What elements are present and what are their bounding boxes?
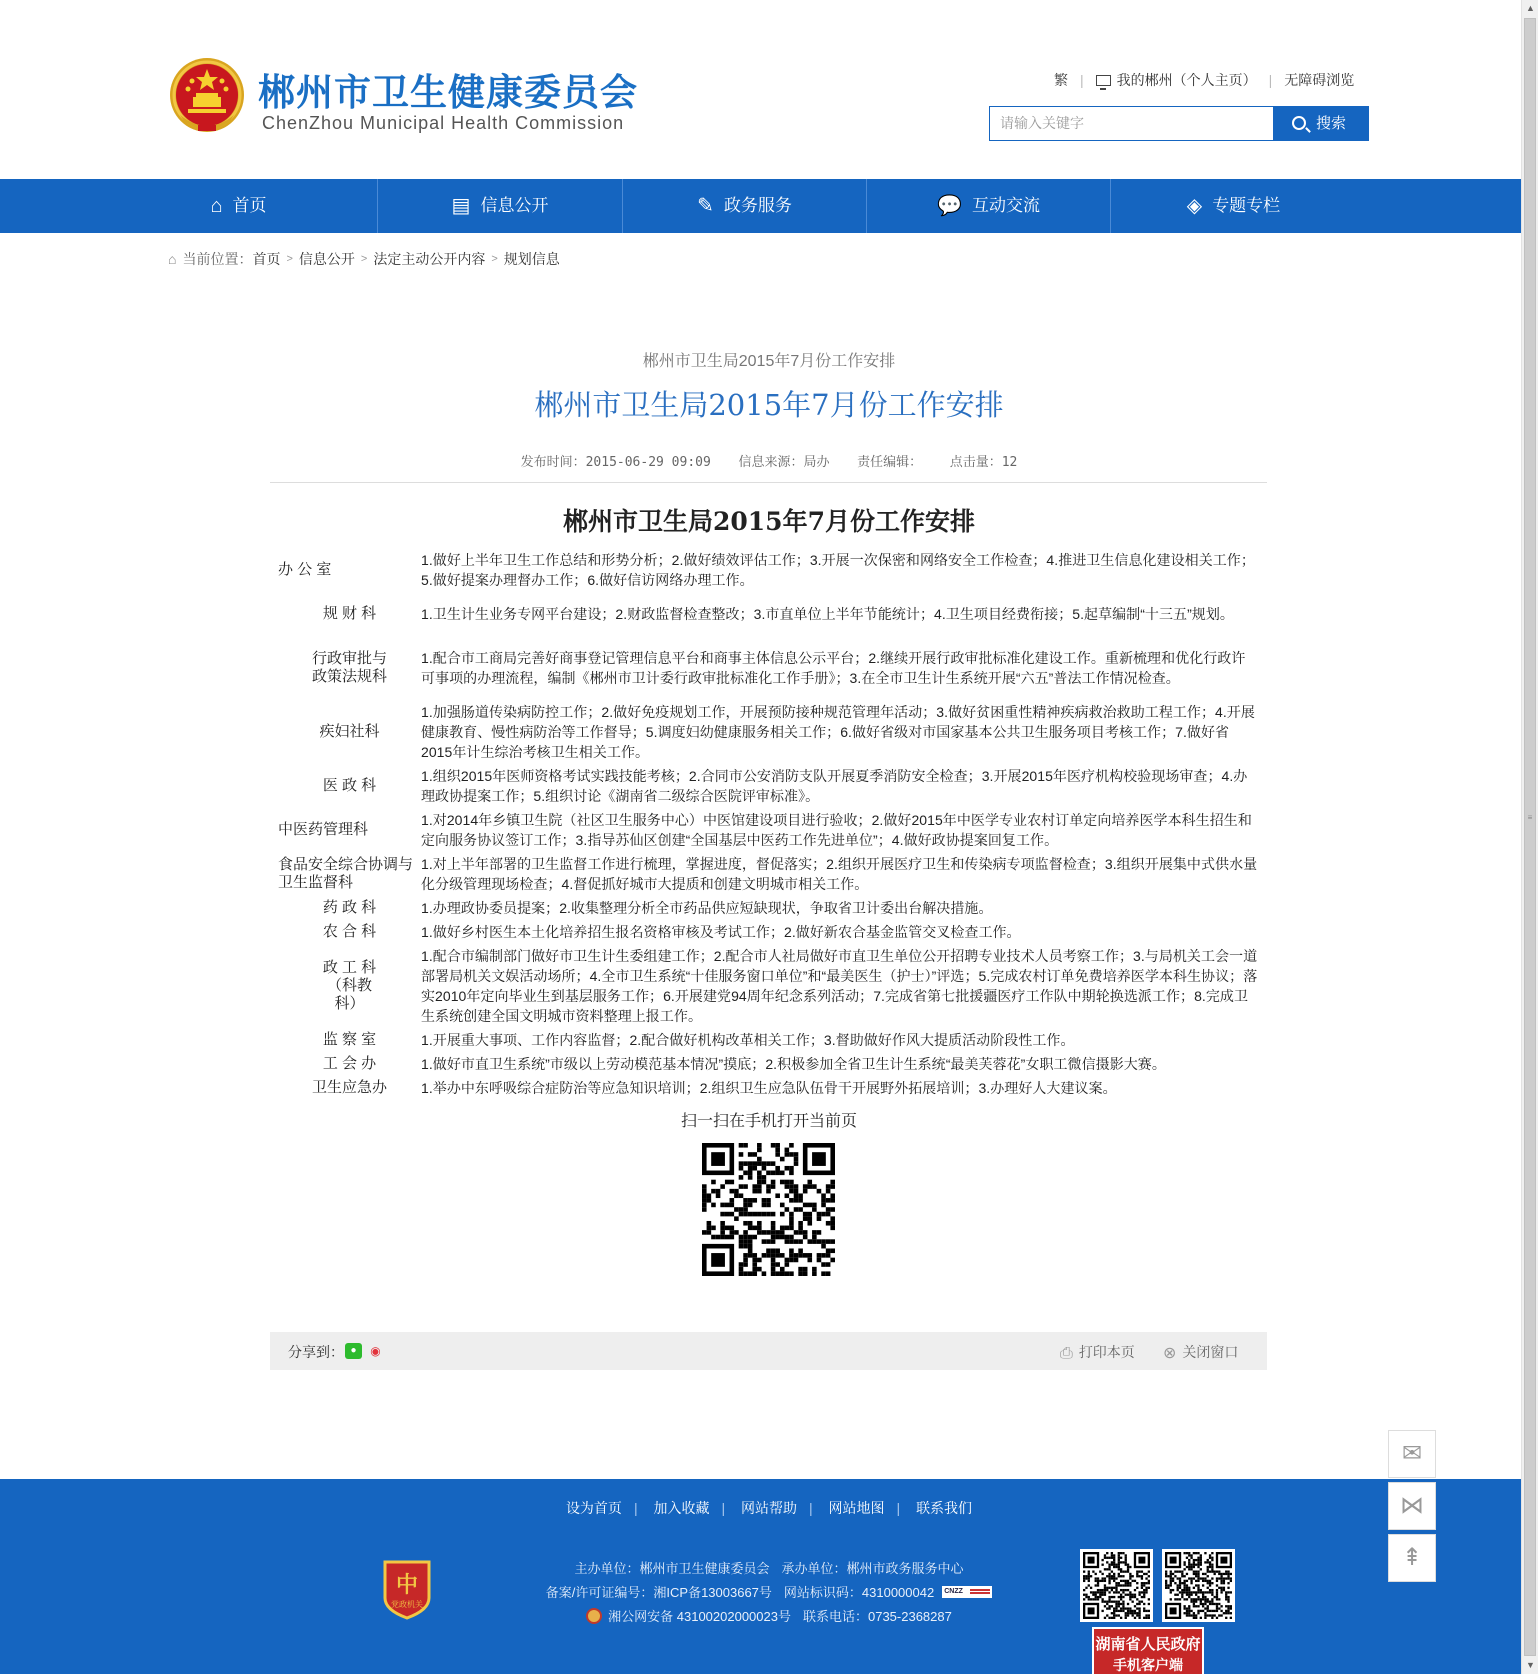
police-badge-icon [586,1608,602,1624]
undertaker-unit: 承办单位：郴州市政务服务中心 [781,1561,964,1576]
site-subtitle: ChenZhou Municipal Health Commission [262,113,625,133]
hunan-gov-app-badge[interactable] [1092,1627,1204,1674]
article-subtitle: 郴州市卫生局2015年7月份工作安排 [642,353,896,370]
cnzz-label: CNZZ [944,1588,963,1595]
party-logo-text: 党政机关 [391,1600,423,1609]
scroll-up-icon[interactable]: ▲ [1526,3,1535,13]
dept-cell: 行政审批与政策法规科 [311,650,387,685]
task-cell: 1.配合市编制部门做好市卫生计生委组建工作；2.配合市人社局做好市直卫生单位公开招聘专业技术人员考察工作；3.与局机关工会一道部署局机关文娱活动场所；4.全市卫生系统“十佳服务窗口单位”和“最美医生（护士）”评选；5.完成农村订单免费培养医学本科生协议；落实2010年定向毕业生到基层服务工作；6.开展建党94周年纪念系列活动；7.完成省第七批援疆医疗工作队中期轮换选派工作；8.完成卫生系统创建全国文明城市资料整理上报工作。 [421,948,1258,1024]
wechat-float-icon[interactable]: ✉ [1388,1430,1436,1478]
nav-interact-label: 互动交流 [971,196,1040,215]
table-row [278,896,1258,920]
search-button-label: 搜索 [1316,115,1347,132]
breadcrumb-info[interactable]: 信息公开 [298,251,355,267]
publish-time: 发布时间：2015-06-29 09:09 [520,455,711,470]
home-icon: ⌂ [168,251,177,267]
dept-cell: 中医药管理科 [278,821,369,838]
dept-cell: 卫生应急办 [311,1079,387,1096]
national-emblem-icon [168,55,246,137]
gov-app-label: 手机客户端 [1113,1657,1183,1673]
vertical-scrollbar[interactable] [1521,0,1538,1674]
task-cell: 1.做好乡村医生本土化培养招生报名资格审核及考试工作；2.做好新农合基金监管交叉检查工作。 [421,924,1021,940]
table-row [278,548,1258,592]
printer-icon: ⎙ [1060,1345,1073,1362]
help-link[interactable]: 网站帮助 [741,1500,797,1516]
task-cell: 1.配合市工商局完善好商事登记管理信息平台和商事主体信息公示平台；2.继续开展行政审批标准化建设工作。重新梳理和优化行政许可事项的办理流程，编制《郴州市卫计委行政审批标准化工作手册》；3.在全市卫生计生系统开展“六五”普法工作情况检查。 [421,650,1246,686]
table-row [278,636,1258,700]
svg-text:中: 中 [395,1573,419,1598]
work-schedule-table [278,548,1258,1100]
table-row [278,764,1258,808]
separator: | [1268,72,1273,88]
separator: | [633,1500,638,1516]
contact-phone: 联系电话：0735-2368287 [802,1609,952,1624]
separator: | [1080,72,1084,88]
app-qr-code [1162,1549,1235,1622]
nav-interact[interactable] [867,179,1110,233]
task-cell: 1.加强肠道传染病防控工作；2.做好免疫规划工作，开展预防接种规范管理年活动；3.做好贫困重性精神疾病救治救助工程工作；4.开展健康教育、慢性病防治等工作督导；5.调度妇幼健康服务相关工作；6.做好省级对市国家基本公共卫生服务项目考核工作；7.做好省2015年计生综治考核卫生相关工作。 [421,704,1255,760]
dept-cell: 办 公 室 [278,561,332,578]
task-cell: 1.开展重大事项、工作内容监督；2.配合做好机构改革相关工作；3.督助做好作风大提质活动阶段性工作。 [421,1032,1075,1048]
dept-cell: 疾妇社科 [319,723,380,740]
table-row [278,1076,1258,1100]
main-nav [0,179,1521,233]
table-row [278,944,1258,1028]
search-icon [1292,116,1306,130]
dept-cell: 工 会 办 [322,1055,377,1072]
table-row [278,852,1258,896]
dept-cell: 政 工 科（科教科） [322,959,377,1012]
nav-home[interactable] [0,179,377,233]
chevron-right-icon: > [491,253,498,265]
task-cell: 1.组织2015年医师资格考试实践技能考核；2.合同市公安消防支队开展夏季消防安全检查；3.开展2015年医疗机构校验现场审查；4.办理政协提案工作；5.组织讨论《湖南省二级综合医院评审标准》。 [421,768,1248,804]
table-row [278,592,1258,636]
chevron-right-icon: > [286,253,293,265]
divider [270,482,1267,483]
dept-cell: 药 政 科 [322,899,377,916]
edit-icon: ✎ [697,195,714,217]
article-title: 郴州市卫生局2015年7月份工作安排 [534,388,1004,422]
separator: | [721,1500,726,1516]
header [0,0,1521,179]
qr-label: 扫一扫在手机打开当前页 [680,1113,857,1130]
document-icon: ▤ [451,195,471,217]
breadcrumb-planning[interactable]: 规划信息 [503,251,560,267]
view-count: 点击量：12 [949,455,1018,470]
breadcrumb-label: 当前位置： [182,251,253,267]
set-homepage-link[interactable]: 设为首页 [565,1500,622,1516]
sitemap-link[interactable]: 网站地图 [828,1500,885,1516]
dept-cell: 规 财 科 [322,605,377,622]
footer [0,1479,1521,1674]
footer-icp-line [0,1582,1538,1601]
info-source: 信息来源：局办 [738,455,830,470]
share-float-icon[interactable]: ⋈ [1388,1482,1436,1530]
wechat-share-icon[interactable]: ● [345,1343,362,1359]
wechat-qr-code [1080,1549,1153,1622]
close-label: 关闭窗口 [1182,1344,1239,1360]
print-button[interactable] [1060,1342,1135,1363]
task-cell: 1.做好上半年卫生工作总结和形势分析；2.做好绩效评估工作；3.开展一次保密和网络安全工作检查；4.推进卫生信息化建设相关工作；5.做好提案办理督办工作；6.做好信访网络办理工作。 [421,552,1255,588]
task-cell: 1.卫生计生业务专网平台建设；2.财政监督检查整改；3.市直单位上半年节能统计；4.卫生项目经费衔接；5.起草编制“十三五”规划。 [421,606,1234,622]
traditional-chinese-link[interactable]: 繁 [1054,72,1068,88]
task-cell: 1.举办中东呼吸综合症防治等应急知识培训；2.组织卫生应急队伍骨干开展野外拓展培训；3.办理好人大建议案。 [421,1080,1117,1096]
top-links [1054,70,1354,90]
search-button[interactable] [1274,106,1369,141]
table-row [278,1028,1258,1052]
scrollbar-thumb[interactable] [1524,18,1536,1656]
nav-info[interactable] [378,179,622,233]
document-title: 郴州市卫生局2015年7月份工作安排 [563,507,975,536]
host-unit: 主办单位：郴州市卫生健康委员会 [574,1561,770,1576]
responsible-editor: 责任编辑： [857,455,923,470]
contact-link[interactable]: 联系我们 [916,1500,973,1516]
share-label: 分享到： [288,1344,344,1360]
task-cell: 1.对上半年部署的卫生监督工作进行梳理，掌握进度，督促落实；2.组织开展医疗卫生和传染病专项监督检查；3.组织开展集中式供水量化分级管理现场检查；4.督促抓好城市大提质和创建文明城市相关工作。 [421,856,1258,892]
bookmark-link[interactable]: 加入收藏 [653,1500,710,1516]
police-record[interactable]: 湘公网安备 43100202000023号 [608,1609,791,1624]
nav-home-label: 首页 [232,196,267,215]
nav-topics-label: 专题专栏 [1212,196,1281,215]
monitor-icon [1096,75,1111,86]
breadcrumb-home[interactable]: 首页 [252,251,281,267]
site-title: 郴州市卫生健康委员会 [258,71,638,114]
task-cell: 1.对2014年乡镇卫生院（社区卫生服务中心）中医馆建设项目进行验收；2.做好2015年中医学专业农村订单定向培养医学本科生招生和定向服务协议签订工作；3.指导苏仙区创建“全国基层中医药工作先进单位”；4.做好政协提案回复工作。 [421,812,1252,848]
chat-icon: 💬 [937,195,962,217]
task-cell: 1.办理政协委员提案；2.收集整理分析全市药品供应短缺现状，争取省卫计委出台解决措施。 [421,900,993,916]
cnzz-badge-icon[interactable] [942,1586,992,1598]
my-chenzhou-link[interactable]: 我的郴州（个人主页） [1116,72,1257,88]
footer-host-line [0,1558,1538,1577]
article-meta [0,451,1538,470]
scrollbar-grip-icon: ≡ [1527,813,1533,822]
task-cell: 1.做好市直卫生系统”市级以上劳动模范基本情况”摸底；2.积极参加全省卫生计生系统“最美芙蓉花”女职工微信摄影大赛。 [421,1056,1166,1072]
back-to-top-icon[interactable]: ⇞ [1388,1534,1436,1582]
dept-cell: 农 合 科 [322,923,377,940]
print-label: 打印本页 [1078,1344,1135,1360]
table-row [278,1052,1258,1076]
table-row [278,920,1258,944]
footer-links [0,1498,1538,1518]
close-icon: ⊗ [1163,1345,1177,1362]
nav-service-label: 政务服务 [723,196,792,215]
dept-cell: 食品安全综合协调与卫生监督科 [278,856,414,891]
dept-cell: 医 政 科 [322,777,377,794]
table-row [278,808,1258,852]
breadcrumb-legal[interactable]: 法定主动公开内容 [373,251,486,267]
search-input[interactable]: 请输入关键字 [989,106,1274,141]
footer-police-line [0,1606,1538,1625]
site-id: 网站标识码：4310000042 [783,1585,935,1600]
separator: | [896,1500,901,1516]
separator: | [809,1500,813,1516]
home-icon: ⌂ [210,195,223,217]
layers-icon: ◈ [1186,195,1203,217]
share-bar [270,1332,1267,1370]
accessibility-link[interactable]: 无障碍浏览 [1284,72,1355,88]
nav-info-label: 信息公开 [480,196,549,215]
weibo-share-icon[interactable]: ◉ [370,1344,381,1358]
breadcrumb [168,249,560,269]
nav-service[interactable] [623,179,866,233]
dept-cell: 监 察 室 [322,1031,377,1048]
icp-number[interactable]: 备案/许可证编号：湘ICP备13003667号 [545,1585,772,1600]
page-qr-code [702,1143,835,1276]
chevron-right-icon: > [360,253,368,265]
scroll-down-icon[interactable]: ▼ [1526,1660,1535,1670]
table-row [278,700,1258,764]
gov-name: 湖南省人民政府 [1095,1636,1201,1653]
close-window-button[interactable] [1163,1342,1238,1363]
nav-topics[interactable] [1111,179,1356,233]
